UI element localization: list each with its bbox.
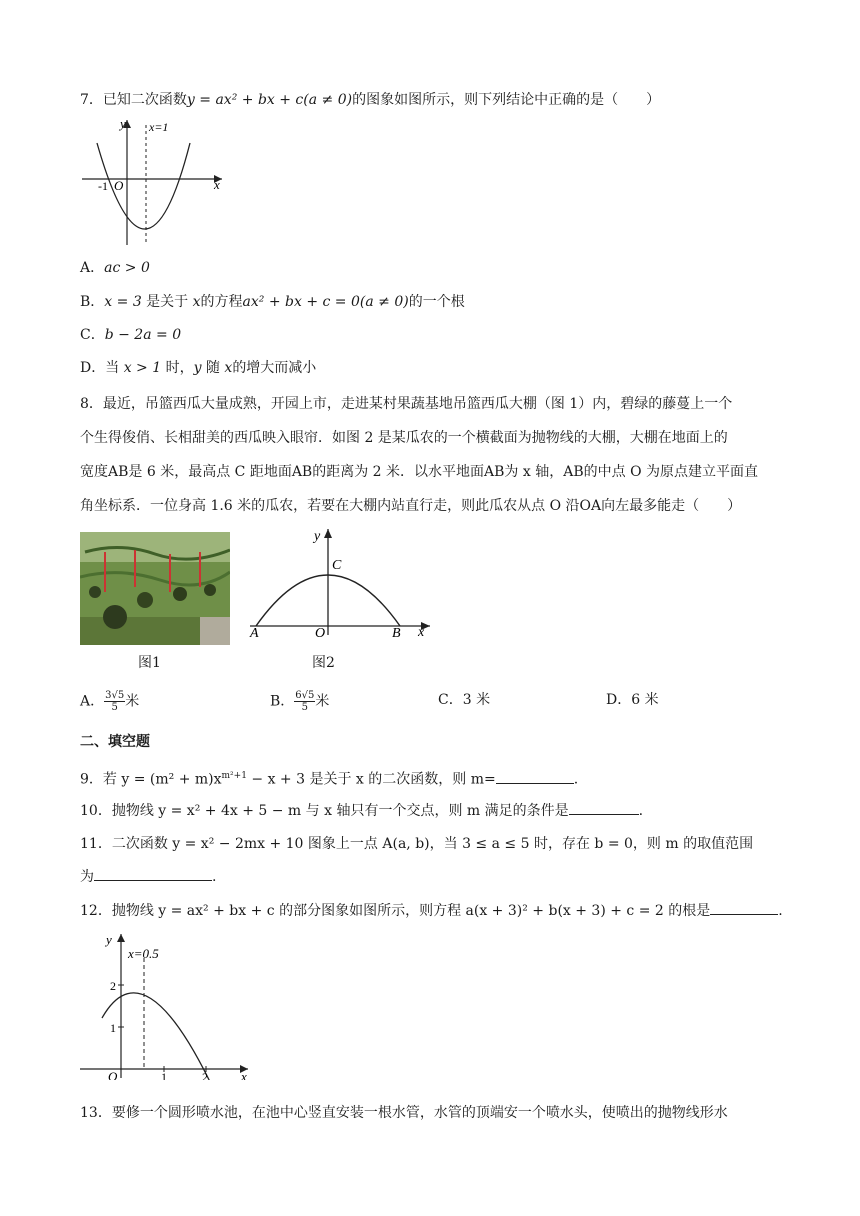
option-text: 3 米 [462,692,491,708]
watermelon-photo [80,532,230,645]
q8-line-4: 角坐标系．一位身高 1.6 米的瓜农，若要在大棚内站直行走，则此瓜农从点 O 沿OA向左最多能走（ ） [80,498,742,514]
q11-inequality: 3 ≤ a ≤ 5 [462,836,530,852]
option-letter: A． [80,260,105,276]
vline-label: x=1 [149,120,169,134]
option-text: 的增大而减小 [232,360,317,376]
y-tick-label-2: 2 [110,979,116,993]
q7-stem-text: 7．已知二次函数 [80,92,187,108]
q11-line-1 [80,834,753,854]
q12-text: 12．抛物线 [80,903,159,919]
y-tick-label-1: 1 [110,1021,116,1035]
q7-stem-text-2: 的图象如图所示，则下列结论中正确的是（ ） [352,92,661,108]
option-text: 的一个根 [408,294,465,310]
option-formula: x > 1 [123,360,162,376]
fraction-denominator: 5 [301,702,309,713]
option-text: 是关于 [141,294,193,310]
y-axis-arrow [117,934,125,942]
q11-text-2: 图象上一点 [303,836,383,852]
section-heading: 二、填空题 [80,734,150,750]
q9-formula-2: − x + 3 [246,771,306,788]
q10-text: 10．抛物线 [80,803,159,819]
q10 [80,800,643,821]
answer-blank[interactable] [496,769,574,784]
q8-line-3: 宽度AB是 6 米，最高点 C 距地面AB的距离为 2 米．以水平地面AB为 x 轴，AB的中点 O 为原点建立平面直 [80,464,758,480]
q9-text: 9．若 [80,771,122,788]
q11-text-5: ，则 m 的取值范围 [632,836,754,852]
q11-line-2 [80,866,216,887]
x-tick-label-1: 1 [161,1070,167,1080]
q9-end: . [573,771,579,788]
answer-blank[interactable] [94,866,212,881]
q11-condition: b = 0 [594,836,633,852]
fig2-caption: 图2 [312,655,335,671]
q9 [80,766,578,790]
q8-option-d[interactable] [606,690,659,710]
origin-label: O [114,178,124,193]
q8-line-2: 个生得俊俏、长相甜美的西瓜映入眼帘．如图 2 是某瓜农的一个横截面为抛物线的大棚，大棚在地面上的 [80,430,728,446]
option-letter: C． [438,692,463,708]
q11-text: 11．二次函数 [80,836,173,852]
option-text: 当 [105,360,124,376]
option-text: 的方程 [200,294,243,310]
x-label: x [214,177,220,192]
q9-text-2: 是关于 x 的二次函数，则 m= [305,771,496,788]
q11-point: A(a, b) [382,836,430,852]
origin-label: O [315,626,326,641]
option-letter: C． [80,327,105,343]
q7-option-a[interactable] [80,258,150,278]
q12-graph [80,928,260,1080]
option-formula: ax² + bx + c = 0(a ≠ 0) [242,294,409,310]
answer-blank[interactable] [710,900,778,915]
option-text: ac > 0 [104,260,150,276]
q7-stem [80,90,660,110]
option-var: y [193,360,202,376]
q10-text-2: 与 x 轴只有一个交点，则 m 满足的条件是 [301,803,569,819]
fraction [104,690,125,713]
fraction [294,690,315,713]
q10-formula: y = x² + 4x + 5 − m [158,803,302,819]
option-text: 随 [201,360,225,376]
q12-end: . [778,903,783,919]
q9-exponent: m²+1 [221,771,247,781]
option-unit: 米 [125,693,140,710]
y-label: y [314,529,321,544]
q8-graph [240,525,440,643]
parabola [102,993,213,1080]
x-tick-label-2: 2 [202,1070,208,1080]
q12-text-2: 的部分图象如图所示，则方程 [274,903,466,919]
y-axis-arrow [324,529,332,538]
point-a-label: A [250,626,259,641]
option-letter: B． [80,294,105,310]
q8-option-a[interactable] [80,690,139,713]
option-text: b − 2a = 0 [104,327,182,343]
option-var: x [224,360,233,376]
vline-label: x=0.5 [128,946,159,961]
option-formula: x = 3 [104,294,142,310]
q11-end: . [212,869,217,885]
q13: 13．要修一个圆形喷水池，在池中心竖直安装一根水管，水管的顶端安一个喷水头，使喷出的抛物线形水 [80,1105,728,1121]
option-text: 6 米 [631,692,659,708]
option-unit: 米 [315,693,330,710]
point-c-label: C [332,558,342,573]
y-label: y [120,116,126,131]
q11-text-4: 时，存在 [529,836,595,852]
y-label: y [106,932,112,947]
q12-equation: a(x + 3)² + b(x + 3) + c = 2 [465,903,664,919]
q7-formula: y = ax² + bx + c(a ≠ 0) [186,92,353,108]
q11-text-6: 为 [80,869,94,885]
q9-formula: y = (m² + m)x [121,771,222,788]
q11-formula: y = x² − 2mx + 10 [172,836,304,852]
q11-text-3: ，当 [429,836,463,852]
x-label: x [241,1069,247,1080]
q8-option-c[interactable] [438,690,490,710]
q10-end: . [638,803,644,819]
option-letter: D． [606,692,632,708]
q8-option-b[interactable] [270,690,329,713]
answer-blank[interactable] [569,800,639,815]
q12-formula: y = ax² + bx + c [158,903,275,919]
option-letter: A． [80,693,105,710]
q12 [80,900,783,921]
origin-label: O [108,1069,118,1080]
point-b-label: B [392,626,401,641]
option-letter: D． [80,360,106,376]
q12-text-3: 的根是 [663,903,711,919]
x-label: x [418,625,425,640]
neg-one-label: -1 [98,179,108,193]
fraction-numerator: 6√5 [295,690,315,701]
parabola [97,143,190,229]
fraction-numerator: 3√5 [105,690,125,701]
q7-option-c[interactable] [80,325,181,345]
fraction-denominator: 5 [111,702,118,713]
option-text: 时， [161,360,194,376]
q8-line-1: 8．最近，吊篮西瓜大量成熟，开园上市，走进某村果蔬基地吊篮西瓜大棚（图 1）内，碧绿的藤蔓上一个 [80,396,733,412]
q7-graph [80,115,230,250]
fig1-caption: 图1 [138,655,161,671]
q7-option-d[interactable] [80,358,316,378]
q7-option-b[interactable] [80,292,465,312]
option-letter: B． [270,693,295,710]
option-var: x [192,294,201,310]
